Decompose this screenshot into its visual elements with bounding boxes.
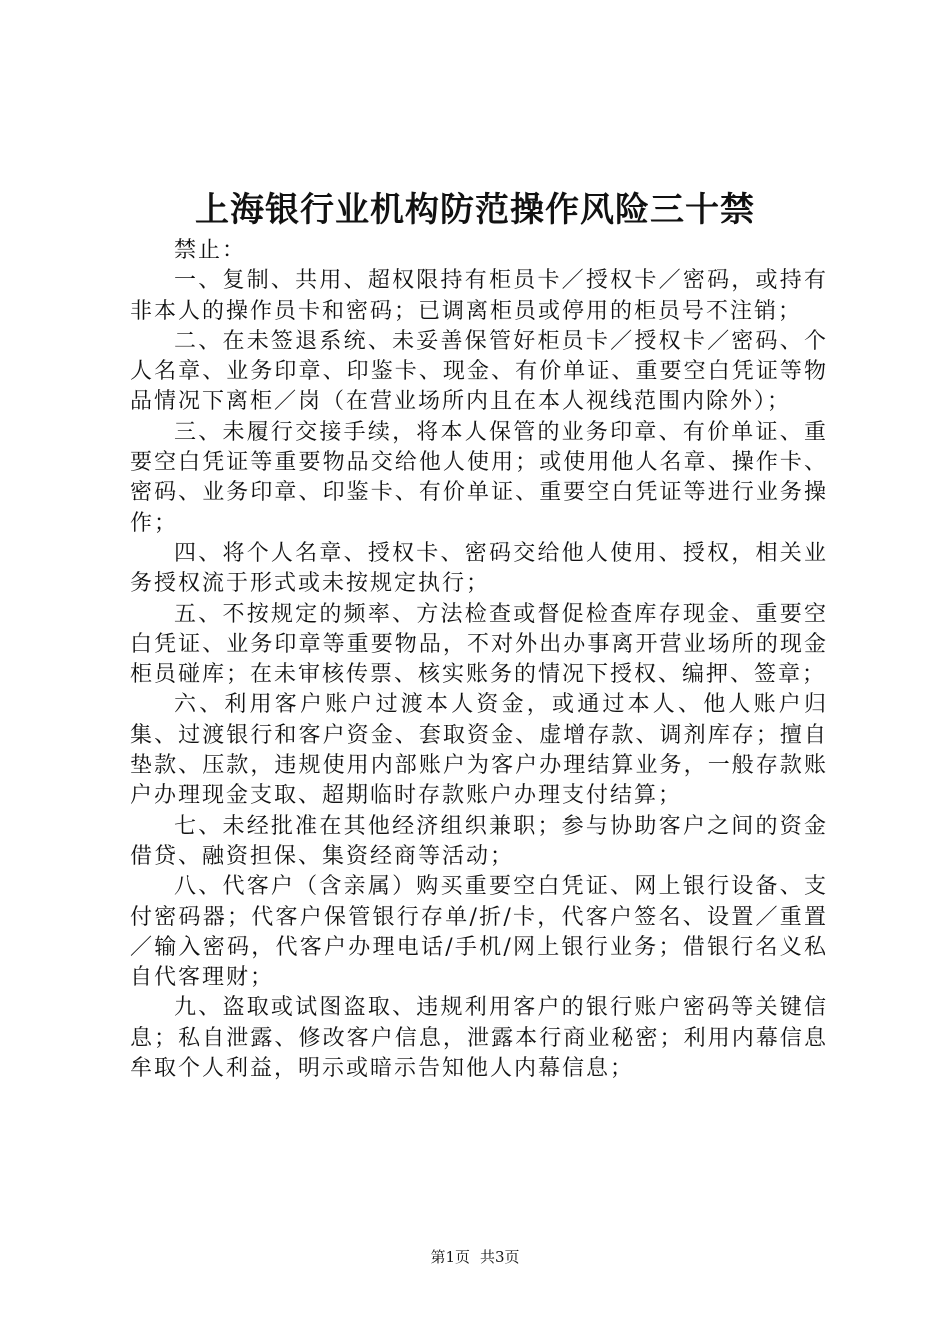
document-title: 上海银行业机构防范操作风险三十禁 — [195, 190, 755, 230]
rule-item-3: 三、未履行交接手续，将本人保管的业务印章、有价单证、重要空白凭证等重要物品交给他人使用；或使用他人名章、操作卡、密码、业务印章、印鉴卡、有价单证、重要空白凭证等进行业务操作； — [130, 419, 828, 536]
page-number: 第1页 — [430, 1248, 470, 1266]
rule-item-8: 八、代客户（含亲属）购买重要空白凭证、网上银行设备、支付密码器；代客户保管银行存单/折/卡，代客户签名、设置／重置／输入密码，代客户办理电话/手机/网上银行业务；借银行名义私自代客理财； — [130, 874, 828, 991]
rule-item-5: 五、不按规定的频率、方法检查或督促检查库存现金、重要空白凭证、业务印章等重要物品，不对外出办事离开营业场所的现金柜员碰库；在未审核传票、核实账务的情况下授权、编押、签章； — [130, 601, 828, 688]
document-body — [130, 236, 828, 1084]
rule-item-2: 二、在未签退系统、未妥善保管好柜员卡／授权卡／密码、个人名章、业务印章、印鉴卡、现金、有价单证、重要空白凭证等物品情况下离柜／岗（在营业场所内且在本人视线范围内除外）； — [130, 328, 828, 415]
rule-item-1: 一、复制、共用、超权限持有柜员卡／授权卡／密码，或持有非本人的操作员卡和密码；已调离柜员或停用的柜员号不注销； — [130, 268, 828, 324]
rule-item-7: 七、未经批准在其他经济组织兼职；参与协助客户之间的资金借贷、融资担保、集资经商等活动； — [130, 813, 828, 869]
rule-item-9: 九、盗取或试图盗取、违规利用客户的银行账户密码等关键信息；私自泄露、修改客户信息，泄露本行商业秘密；利用内幕信息牟取个人利益，明示或暗示告知他人内幕信息； — [130, 995, 828, 1082]
page-footer — [0, 1247, 950, 1267]
intro-text: 禁止： — [174, 238, 247, 263]
rule-item-6: 六、利用客户账户过渡本人资金，或通过本人、他人账户归集、过渡银行和客户资金、套取资金、虚增存款、调剂库存；擅自垫款、压款，违规使用内部账户为客户办理结算业务，一般存款账户办理现金支取、超期临时存款账户办理支付结算； — [130, 692, 828, 809]
page-total: 共3页 — [480, 1248, 520, 1266]
rule-item-4: 四、将个人名章、授权卡、密码交给他人使用、授权，相关业务授权流于形式或未按规定执行； — [130, 540, 828, 597]
